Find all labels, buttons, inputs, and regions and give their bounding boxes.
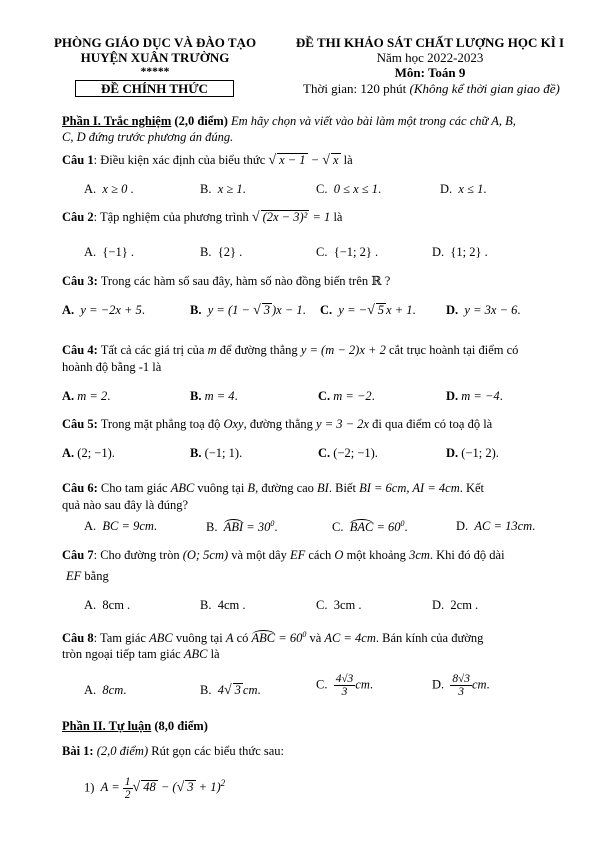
q6-option-c: C. BAC = $60^0$.	[332, 519, 408, 535]
exam-title: ĐỀ THI KHẢO SÁT CHẤT LƯỢNG HỌC KÌ I	[295, 35, 565, 50]
question-6: Câu 6: Cho tam giác ABC vuông tại B, đường cao BI. Biết BI = 6cm, AI = 4cm. Kết	[62, 481, 485, 495]
q4-option-b: B. m = 4.	[190, 389, 238, 403]
part1-heading: Phần I. Trắc nghiệm (2,0 điểm) Em hãy chọn và viết vào bài làm một trong các chữ A, B,	[62, 114, 516, 128]
exam-time: Thời gian: 120 phút (Không kể thời gian giao đề)	[303, 81, 560, 96]
q6-option-b: B. ABI = $30^0$.	[206, 519, 278, 535]
q1-option-a: A. x ≥ 0 .	[84, 182, 134, 196]
q2-option-c: C. {−1; 2} .	[316, 245, 379, 259]
question-3: Câu 3: Trong các hàm số sau đây, hàm số nào đồng biến trên ℝ ?	[62, 273, 391, 288]
q5-option-d: D. (−1; 2).	[446, 446, 499, 460]
q4-option-d: D. m = −4.	[446, 389, 503, 403]
q8-option-c: C. $\frac{4√3}{3}$ cm.	[316, 673, 373, 698]
question-6-line2: quả nào sau đây là đúng?	[62, 498, 189, 512]
header-stars: *****	[140, 66, 170, 78]
question-5: Câu 5: Trong mặt phẳng toạ độ Oxy, đường thẳng y = 3 − 2x đi qua điểm có toạ độ là	[62, 417, 493, 431]
question-1: Câu 1: Điều kiện xác định của biểu thức √ x − 1 − √ x là	[62, 153, 353, 168]
part2-heading: Phần II. Tự luận (8,0 điểm)	[62, 719, 208, 733]
q3-option-d: D. y = 3x − 6.	[446, 303, 521, 317]
q6-option-d: D. AC = 13cm.	[456, 519, 536, 533]
question-7: Câu 7: Cho đường tròn (O; 5cm) và một dây EF cách O một khoảng 3cm. Khi đó độ dài	[62, 548, 505, 562]
question-8-line2: tròn ngoại tiếp tam giác ABC là	[62, 647, 220, 661]
q1-option-d: D. x ≤ 1.	[440, 182, 487, 196]
question-7-line2: EF bằng	[66, 569, 109, 583]
q4-option-a: A. m = 2.	[62, 389, 111, 403]
q3-option-a: A. y = −2x + 5.	[62, 303, 145, 317]
q6-option-a: A. BC = 9cm.	[84, 519, 158, 533]
subject: Môn: Toán 9	[394, 65, 466, 80]
part1-instruction-line2: C, D đứng trước phương án đúng.	[62, 130, 234, 144]
question-8: Câu 8: Tam giác ABC vuông tại A có ABC = $60^0$ và AC = 4cm. Bán kính của đường	[62, 630, 484, 646]
q8-option-a: A. 8cm.	[84, 683, 127, 697]
q7-option-a: A. 8cm .	[84, 598, 131, 612]
question-2: Câu 2: Tập nghiệm của phương trình √ (2x − 3)² = 1 là	[62, 210, 343, 225]
q3-option-c: C. y = −√ 5 x + 1.	[320, 303, 416, 318]
header-district: HUYỆN XUÂN TRƯỜNG	[80, 50, 230, 65]
q1-option-c: C. 0 ≤ x ≤ 1.	[316, 182, 382, 196]
official-exam-box: ĐỀ CHÍNH THỨC	[75, 80, 234, 97]
q4-option-c: C. m = −2.	[318, 389, 375, 403]
q2-option-a: A. {−1} .	[84, 245, 134, 259]
q1-option-b: B. x ≥ 1.	[200, 182, 246, 196]
q2-option-b: B. {2} .	[200, 245, 243, 259]
header-department: PHÒNG GIÁO DỤC VÀ ĐÀO TẠO	[53, 35, 257, 50]
q7-option-c: C. 3cm .	[316, 598, 362, 612]
question-4-line2: hoành độ bằng -1 là	[62, 360, 162, 374]
question-4: Câu 4: Tất cả các giá trị của m để đường thẳng y = (m − 2)x + 2 cắt trục hoành tại điểm có	[62, 343, 519, 357]
school-year: Năm học 2022-2023	[376, 50, 484, 65]
bai1-heading: Bài 1: (2,0 điểm) Rút gọn các biểu thức sau:	[62, 744, 285, 758]
q5-option-a: A. (2; −1).	[62, 446, 115, 460]
bai1-item-1: 1) A = $\frac{1}{2}$ √ 48 − (√ 3 + 1)$^2$	[84, 776, 226, 801]
q3-option-b: B. y = (1 − √ 3 )x − 1.	[190, 303, 306, 318]
q7-option-b: B. 4cm .	[200, 598, 246, 612]
q5-option-b: B. (−1; 1).	[190, 446, 243, 460]
q2-option-d: D. {1; 2} .	[432, 245, 488, 259]
q8-option-d: D. $\frac{8√3}{3}$ cm.	[432, 673, 490, 698]
q7-option-d: D. 2cm .	[432, 598, 479, 612]
q5-option-c: C. (−2; −1).	[318, 446, 378, 460]
q8-option-b: B. 4√ 3 cm.	[200, 683, 261, 698]
